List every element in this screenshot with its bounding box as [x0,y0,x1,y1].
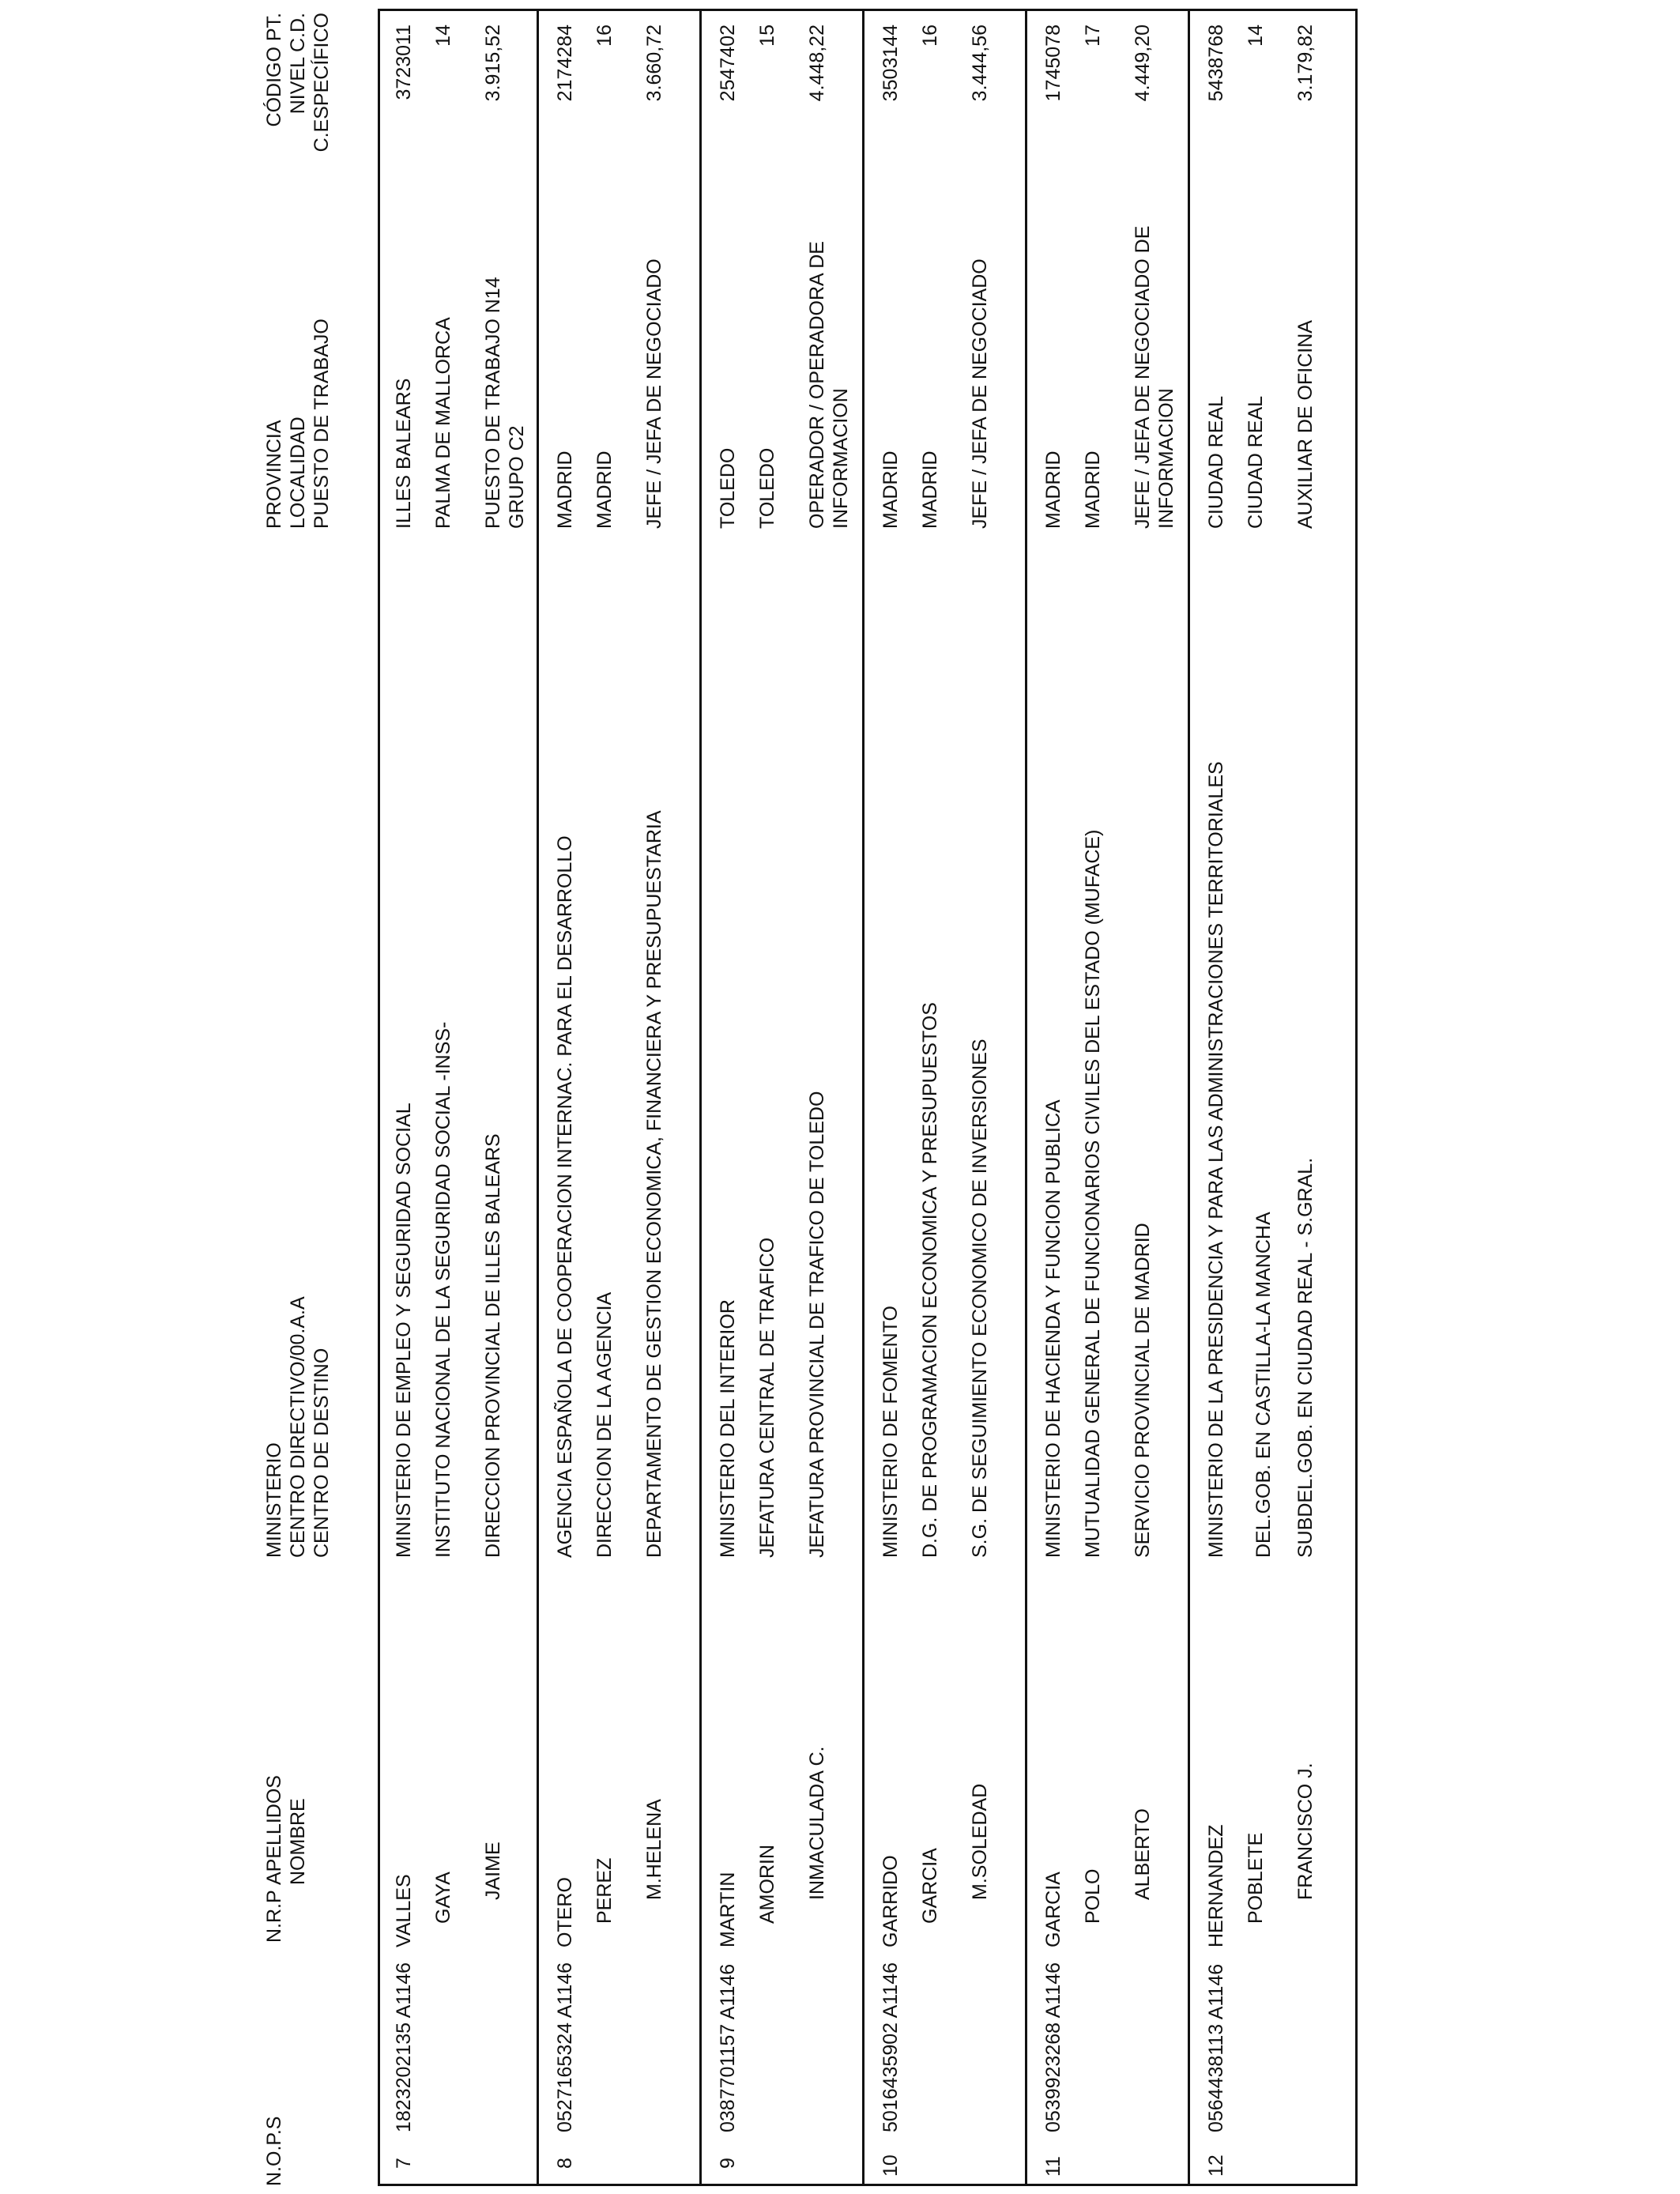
record-apellido2: PEREZ [593,1857,616,1924]
record-nops: 8 [554,2158,576,2169]
record-nops: 10 [880,2154,902,2177]
record-nrp: 0387701157 A1146 [717,1963,739,2132]
record-codigo: 2547402 [717,25,739,102]
record-ministerio: MINISTERIO DE FOMENTO [880,1306,902,1558]
record-especifico: 4.448,22 [806,25,828,102]
record-block [864,9,1027,2186]
header-codigo: CÓDIGO PT. NIVEL C.D. C.ESPECÍFICO [263,13,333,153]
record-provincia: CIUDAD REAL [1205,395,1227,529]
record-nrp: 1823202135 A1146 [393,1962,415,2132]
record-centro-destino: SERVICIO PROVINCIAL DE MADRID [1132,1223,1154,1558]
record-apellido2: POLO [1082,1868,1104,1924]
record-puesto: PUESTO DE TRABAJO N14 GRUPO C2 [482,277,528,529]
record-codigo: 3723011 [393,25,415,100]
record-especifico: 3.660,72 [643,25,665,102]
record-localidad: MADRID [919,450,941,529]
record-centro-directivo: D.G. DE PROGRAMACION ECONOMICA Y PRESUPUESTOS [919,1002,941,1558]
record-ministerio: AGENCIA ESPAÑOLA DE COOPERACION INTERNAC. PARA EL DESARROLLO [554,835,576,1558]
record-centro-destino: JEFATURA PROVINCIAL DE TRAFICO DE TOLEDO [806,1091,828,1558]
record-centro-destino: S.G. DE SEGUIMIENTO ECONOMICO DE INVERSIONES [969,1039,991,1558]
record-nombre: ALBERTO [1132,1808,1154,1900]
record-codigo: 2174284 [554,25,576,102]
record-centro-destino: DIRECCION PROVINCIAL DE ILLES BALEARS [482,1133,504,1558]
record-apellido1: VALLES [393,1874,415,1947]
record-especifico: 3.179,82 [1294,25,1317,102]
record-block [1027,9,1190,2186]
record-puesto: OPERADOR / OPERADORA DE INFORMACION [806,241,852,529]
record-codigo: 5438768 [1205,25,1227,102]
record-apellido2: POBLETE [1245,1832,1267,1924]
header-ministerio: MINISTERIO CENTRO DIRECTIVO/00.A.A CENTRO DE DESTINO [263,1296,333,1558]
header-provincia: PROVINCIA LOCALIDAD PUESTO DE TRABAJO [263,319,333,529]
record-nivel: 17 [1082,25,1104,47]
record-apellido1: OTERO [554,1877,576,1947]
record-provincia: ILLES BALEARS [393,378,415,529]
record-nops: 12 [1205,2154,1227,2177]
record-centro-directivo: INSTITUTO NACIONAL DE LA SEGURIDAD SOCIAL -INSS- [432,1021,454,1558]
record-apellido1: HERNANDEZ [1205,1824,1227,1947]
record-provincia: MADRID [1042,450,1064,529]
record-block [702,9,864,2186]
record-block [378,9,539,2186]
record-localidad: MADRID [593,450,616,529]
record-nrp: 0539923268 A1146 [1042,1962,1064,2132]
record-apellido2: GARCIA [919,1848,941,1924]
record-localidad: CIUDAD REAL [1245,395,1267,529]
record-nombre: INMACULADA C. [806,1746,828,1900]
record-provincia: MADRID [880,450,902,529]
record-puesto: JEFE / JEFA DE NEGOCIADO [969,258,991,529]
record-nivel: 15 [756,25,778,47]
record-nrp: 0527165324 A1146 [554,1962,576,2132]
record-ministerio: MINISTERIO DE LA PRESIDENCIA Y PARA LAS ADMINISTRACIONES TERRITORIALES [1205,761,1227,1558]
record-especifico: 3.444,56 [969,25,991,102]
record-centro-directivo: DEL.GOB. EN CASTILLA-LA MANCHA [1252,1212,1275,1558]
record-apellido1: GARCIA [1042,1872,1064,1947]
record-codigo: 3503144 [880,25,902,102]
record-nivel: 16 [593,25,616,47]
record-nombre: M.HELENA [643,1799,665,1900]
record-nombre: FRANCISCO J. [1294,1762,1317,1900]
record-block [539,9,702,2186]
record-localidad: PALMA DE MALLORCA [432,317,454,529]
record-nrp: 0564438113 A1146 [1205,1963,1227,2132]
record-nrp: 5016435902 A1146 [880,1962,902,2132]
record-nops: 9 [717,2158,739,2169]
record-puesto: AUXILIAR DE OFICINA [1294,320,1317,529]
record-localidad: MADRID [1082,450,1104,529]
record-puesto: JEFE / JEFA DE NEGOCIADO DE INFORMACION [1132,225,1177,529]
record-centro-directivo: DIRECCION DE LA AGENCIA [593,1291,616,1558]
header-nrp: N.R.P [263,1890,285,1943]
record-ministerio: MINISTERIO DE EMPLEO Y SEGURIDAD SOCIAL [393,1103,415,1558]
record-nops: 11 [1042,2156,1064,2177]
record-nops: 7 [393,2158,415,2169]
record-centro-destino: SUBDEL.GOB. EN CIUDAD REAL - S.GRAL. [1294,1157,1317,1558]
record-block [1190,9,1358,2186]
record-apellido2: AMORIN [756,1845,778,1924]
record-nivel: 14 [432,25,454,47]
header-nops: N.O.P.S [263,2116,285,2186]
record-apellido2: GAYA [432,1872,454,1924]
record-nivel: 16 [919,25,941,47]
record-provincia: MADRID [554,450,576,529]
record-puesto: JEFE / JEFA DE NEGOCIADO [643,258,665,529]
record-apellido1: MARTIN [717,1872,739,1947]
header-apellidos: APELLIDOS NOMBRE [263,1775,309,1885]
record-ministerio: MINISTERIO DE HACIENDA Y FUNCION PUBLICA [1042,1099,1064,1558]
record-codigo: 1745078 [1042,25,1064,102]
record-localidad: TOLEDO [756,447,778,529]
record-especifico: 3.915,52 [482,25,504,102]
record-centro-destino: DEPARTAMENTO DE GESTION ECONOMICA, FINANCIERA Y PRESUPUESTARIA [643,810,665,1558]
record-provincia: TOLEDO [717,447,739,529]
record-centro-directivo: JEFATURA CENTRAL DE TRAFICO [756,1237,778,1558]
record-nombre: JAIME [482,1842,504,1900]
record-nombre: M.SOLEDAD [969,1783,991,1900]
record-apellido1: GARRIDO [880,1855,902,1947]
record-especifico: 4.449,20 [1132,25,1154,102]
record-ministerio: MINISTERIO DEL INTERIOR [717,1299,739,1558]
record-nivel: 14 [1245,25,1267,47]
record-centro-directivo: MUTUALIDAD GENERAL DE FUNCIONARIOS CIVILES DEL ESTADO (MUFACE) [1082,829,1104,1558]
